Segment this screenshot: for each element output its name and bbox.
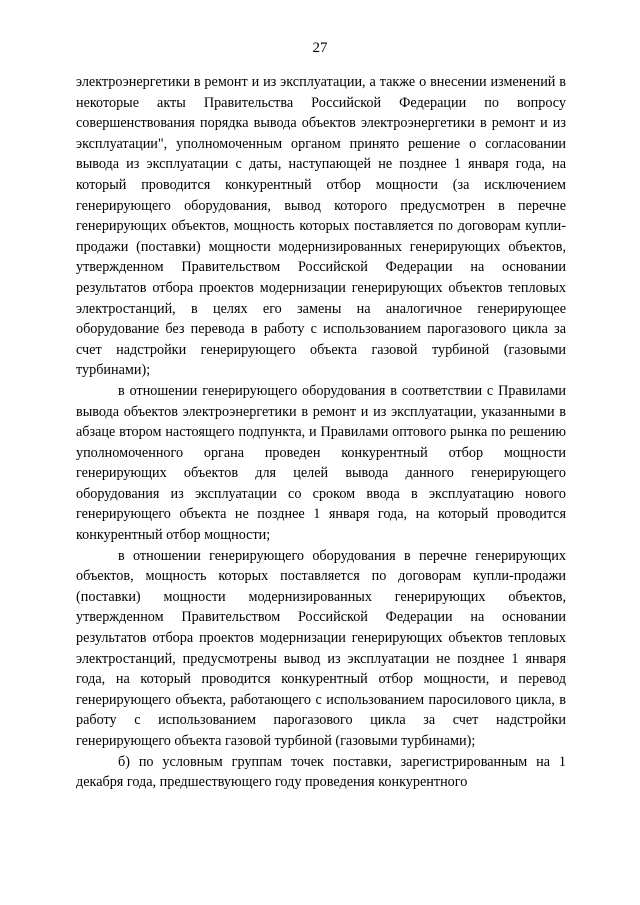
paragraph-competitive-selection: в отношении генерирующего оборудования в соответствии с Правилами вывода объектов электроэнергетики в ремонт и из эксплуатации, указанными в абзаце втором настоящего подпункта, и Правилами оптового рынка по решению уполномоченного органа проведен конкурентный отбор мощности генерирующих объектов для целей вывода данного генерирующего оборудования из эксплуатации со сроком ввода в эксплуатацию нового генерирующего объекта не позднее 1 января года, на который проводится конкурентный отбор мощности; xyxy=(76,382,566,544)
paragraph-continuation: электроэнергетики в ремонт и из эксплуатации, а также о внесении изменений в некоторые акты Правительства Российской Федерации по вопросу совершенствования порядка вывода объектов электроэнергетики в ремонт и из эксплуатации", уполномоченным органом принято решение о согласовании вывода из эксплуатации с даты, наступающей не позднее 1 января года, на который проводится конкурентный отбор мощности (за исключением генерирующего оборудования, вывод которого предусмотрен в перечне генерирующих объектов, мощность которых поставляется по договорам купли-продажи (поставки) мощности модернизированных генерирующих объектов, утвержденном Правительством Российской Федерации на основании результатов отбора проектов модернизации генерирующих объектов тепловых электростанций, в целях его замены на аналогичное генерирующее оборудование без перевода в работу с использованием парогазового цикла за счет надстройки генерирующего объекта газовой турбиной (газовыми турбинами); xyxy=(76,74,566,379)
document-body xyxy=(76,72,566,793)
paragraph-subitem-b: б) по условным группам точек поставки, зарегистрированным на 1 декабря года, предшествующего году проведения конкурентного xyxy=(76,753,566,791)
page-number: 27 xyxy=(312,40,328,56)
paragraph-modernization-list: в отношении генерирующего оборудования в перечне генерирующих объектов, мощность которых поставляется по договорам купли-продажи (поставки) мощности модернизированных генерирующих объектов, утвержденном Правительством Российской Федерации на основании результатов отбора проектов модернизации генерирующих объектов тепловых электростанций, предусмотрены вывод из эксплуатации не позднее 1 января года, на который проводится конкурентный отбор мощности, и перевод генерирующего объекта, работающего с использованием паросилового цикла, в работу с использованием парогазового цикла за счет надстройки генерирующего объекта газовой турбиной (газовыми турбинами); xyxy=(76,547,566,749)
